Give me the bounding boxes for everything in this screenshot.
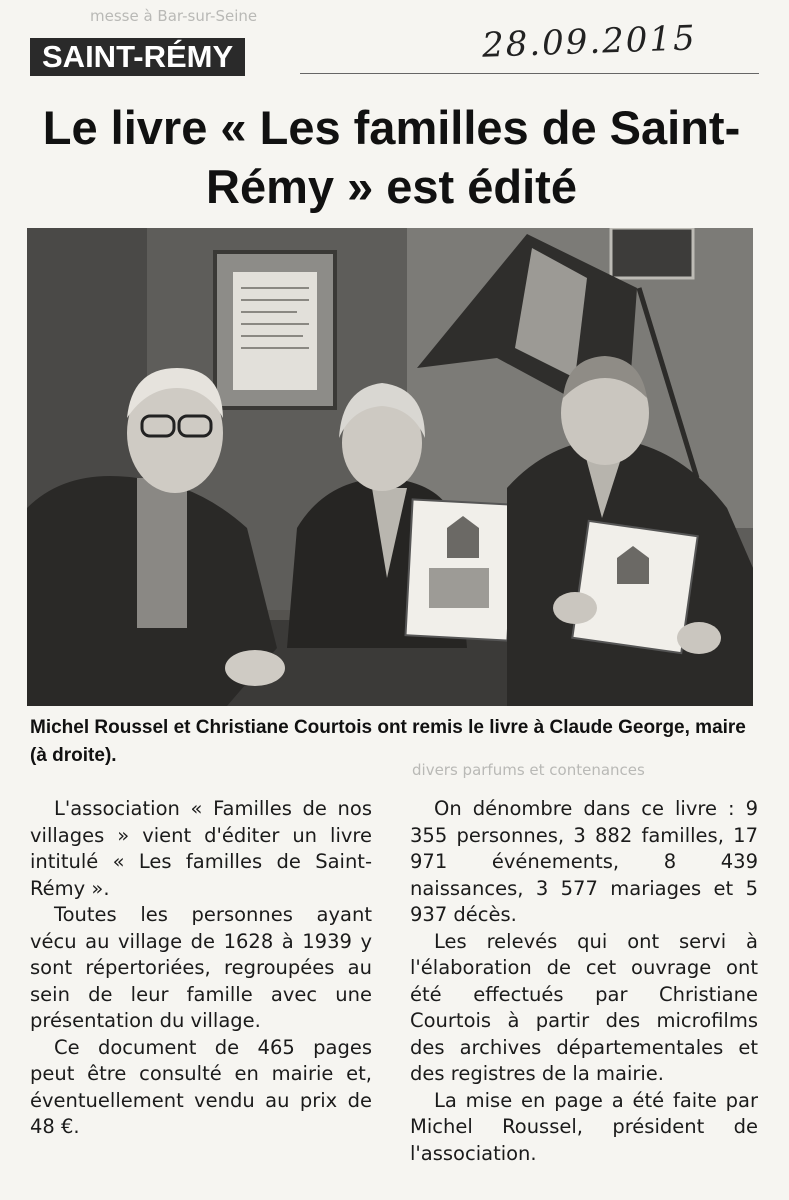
photo-caption: Michel Roussel et Christiane Courtois ont remis le livre à Claude George, maire (à droite). xyxy=(30,717,746,766)
handwritten-date: 28.09.2015 xyxy=(481,18,698,66)
article-paragraph: La mise en page a été faite par Michel Roussel, président de l'association. xyxy=(410,1088,758,1165)
article-headline: Le livre « Les familles de Saint-Rémy » est édité xyxy=(42,101,741,213)
article-photo xyxy=(27,228,753,706)
section-rule xyxy=(300,73,759,74)
article-paragraph: Ce document de 465 pages peut être consulté en mairie et, éventuellement vendu au prix de 48 €. xyxy=(30,1035,372,1138)
article-paragraph: On dénombre dans ce livre : 9 355 personnes, 3 882 familles, 17 971 événements, 8 439 naissances, 3 577 mariages et 5 937 décès. xyxy=(410,797,758,926)
article-column-left xyxy=(30,796,372,1141)
section-label: SAINT-RÉMY xyxy=(30,38,245,76)
article-paragraph: Les relevés qui ont servi à l'élaboration de cet ouvrage ont été effectués par Christiane Courtois à partir des microfilms des archives départementales et des registres de la mairie. xyxy=(410,929,758,1085)
article-column-right xyxy=(410,796,758,1167)
article-paragraph: L'association « Familles de nos villages » vient d'éditer un livre intitulé « Les familles de Saint-Rémy ». xyxy=(30,797,372,900)
bleed-through-text: messe à Bar-sur-Seine xyxy=(90,7,258,25)
bleed-through-text: divers parfums et contenances xyxy=(412,761,645,779)
article-paragraph: Toutes les personnes ayant vécu au village de 1628 à 1939 y sont répertoriées, regroupées au sein de leur famille avec une présentation du village. xyxy=(30,903,372,1032)
photo-three-people-holding-books-icon xyxy=(27,228,753,706)
